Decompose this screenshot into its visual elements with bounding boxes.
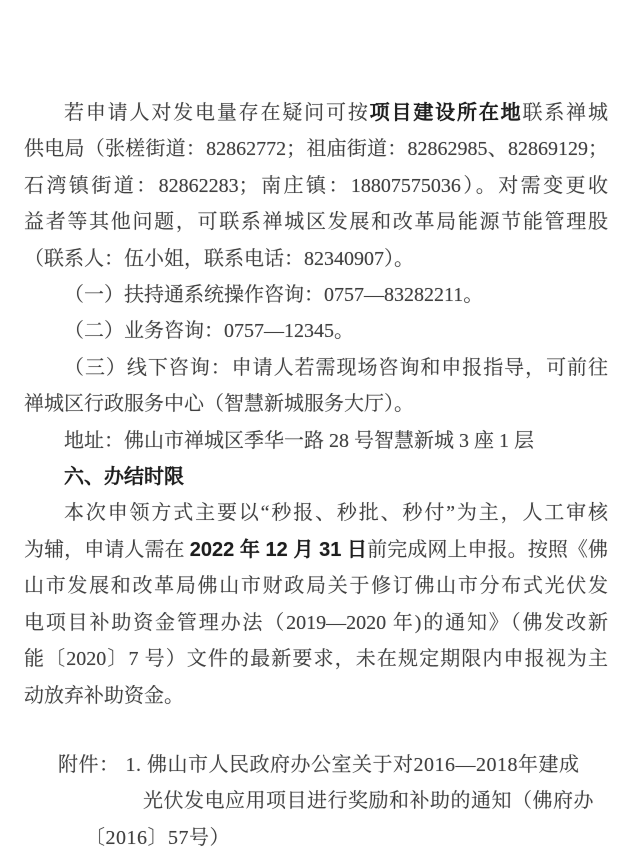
attachment-item-1-doc-number: 〔2016〕57号）	[85, 826, 230, 849]
attachments-block	[24, 747, 608, 856]
consult-item-3-line-2: 禅城区行政服务中心（智慧新城服务大厅）。	[24, 393, 414, 416]
address-line: 地址：佛山市禅城区季华一路 28 号智慧新城 3 座 1 层	[64, 429, 534, 452]
consult-item-2: （二）业务咨询：0757—12345。	[64, 320, 354, 343]
attachment-item-1-line-1	[24, 747, 608, 783]
deadline-line-2	[24, 532, 608, 568]
contact-line-4: 益者等其他问题，可联系禅城区发展和改革局能源节能管理股	[24, 211, 608, 234]
section-heading-deadline: 六、办结时限	[64, 466, 184, 489]
deadline-line-3: 山市发展和改革局佛山市财政局关于修订佛山市分布式光伏发	[24, 575, 608, 598]
contact-line-5: （联系人：伍小姐，联系电话：82340907）。	[24, 247, 414, 270]
attachment-item-1-title-start: 1. 佛山市人民政府办公室关于对2016—2018年建成	[125, 753, 580, 776]
contact-line-1-post: 联系禅城	[522, 102, 609, 124]
deadline-line-5: 能〔2020〕7 号）文件的最新要求，未在规定期限内申报视为主	[24, 648, 608, 671]
attachments-label: 附件：	[58, 753, 120, 776]
consult-item-3-line-1: （三）线下咨询：申请人若需现场咨询和申报指导，可前往	[64, 356, 608, 379]
contact-line-3: 石湾镇街道：82862283；南庄镇：18807575036）。对需变更收	[24, 174, 608, 197]
attachment-item-1-line-2: 光伏发电应用项目进行奖励和补助的通知（佛府办	[143, 790, 594, 813]
deadline-line-2-post: 前完成网上申报。按照《佛	[367, 538, 608, 561]
contact-line-2: 供电局（张槎街道：82862772；祖庙街道：82862985、82869129；	[24, 138, 608, 161]
deadline-line-2-pre: 为辅，申请人需在	[24, 538, 190, 561]
deadline-line-1: 本次申领方式主要以“秒报、秒批、秒付”为主，人工审核	[64, 502, 608, 525]
emphasis-deadline-date: 2022 年 12 月 31 日	[189, 538, 368, 561]
contact-line-1-pre: 若申请人对发电量存在疑问可按	[64, 102, 370, 124]
deadline-line-6: 动放弃补助资金。	[24, 684, 184, 707]
consult-item-1: （一）扶持通系统操作咨询：0757—83282211。	[64, 284, 484, 307]
contact-line-1	[24, 95, 608, 131]
deadline-line-4: 电项目补助资金管理办法（2019—2020 年)的通知》（佛发改新	[24, 611, 608, 634]
emphasis-project-location: 项目建设所在地	[369, 102, 523, 124]
